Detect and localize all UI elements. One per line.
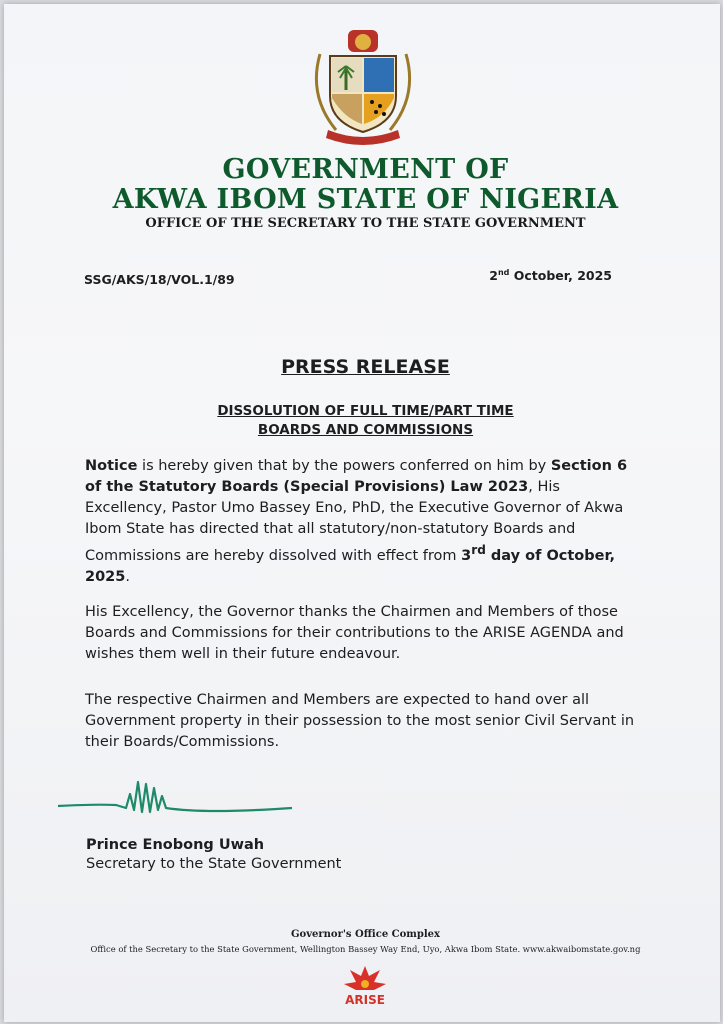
svg-text:ARISE: ARISE [345, 993, 385, 1007]
letter-date: 2nd October, 2025 [489, 268, 612, 284]
paragraph-handover: The respective Chairmen and Members are expected to hand over all Government property in their possession to the most senior Civil Servant in their Boards/Commissions. [85, 692, 635, 750]
release-subject [4, 402, 723, 440]
subject-line-1: DISSOLUTION OF FULL TIME/PART TIME [217, 403, 514, 419]
letter-page [4, 4, 720, 1022]
paragraph-thanks: His Excellency, the Governor thanks the Chairmen and Members of those Boards and Commissions for their contributions to the ARISE AGENDA and wishes them well in their future endeavour. [85, 604, 624, 662]
coat-of-arms-emblem [306, 26, 420, 148]
footer-address: Office of the Secretary to the State Government, Wellington Bassey Way End, Uyo, Akwa Ibom State. www.akwaibomstate.gov.ng [90, 944, 641, 954]
subject-line-2: BOARDS AND COMMISSIONS [257, 422, 474, 438]
arise-logo [340, 962, 390, 1008]
reference-number: SSG/AKS/18/VOL.1/89 [84, 272, 235, 287]
handwritten-signature [56, 774, 296, 822]
footer-office-complex: Governor's Office Complex [290, 929, 440, 940]
state-heading: AKWA IBOM STATE OF NIGERIA [112, 184, 619, 215]
paragraph-notice: Notice is hereby given that by the powers conferred on him by Section 6 of the Statutory Boards (Special Provisions) Law 2023, His Excellency, Pastor Umo Bassey Eno, PhD, the Executive Governor of Akwa Ibom State has directed that all statutory/non-statutory Boards and Commissions are hereby dissolved with effect from 3rd day of October, 2025. [85, 458, 628, 585]
press-release-title: PRESS RELEASE [281, 356, 450, 378]
signatory-title: Secretary to the State Government [86, 856, 342, 872]
government-heading: GOVERNMENT OF [222, 154, 509, 185]
signatory-name: Prince Enobong Uwah [86, 837, 265, 853]
office-heading: OFFICE OF THE SECRETARY TO THE STATE GOVERNMENT [145, 216, 586, 231]
